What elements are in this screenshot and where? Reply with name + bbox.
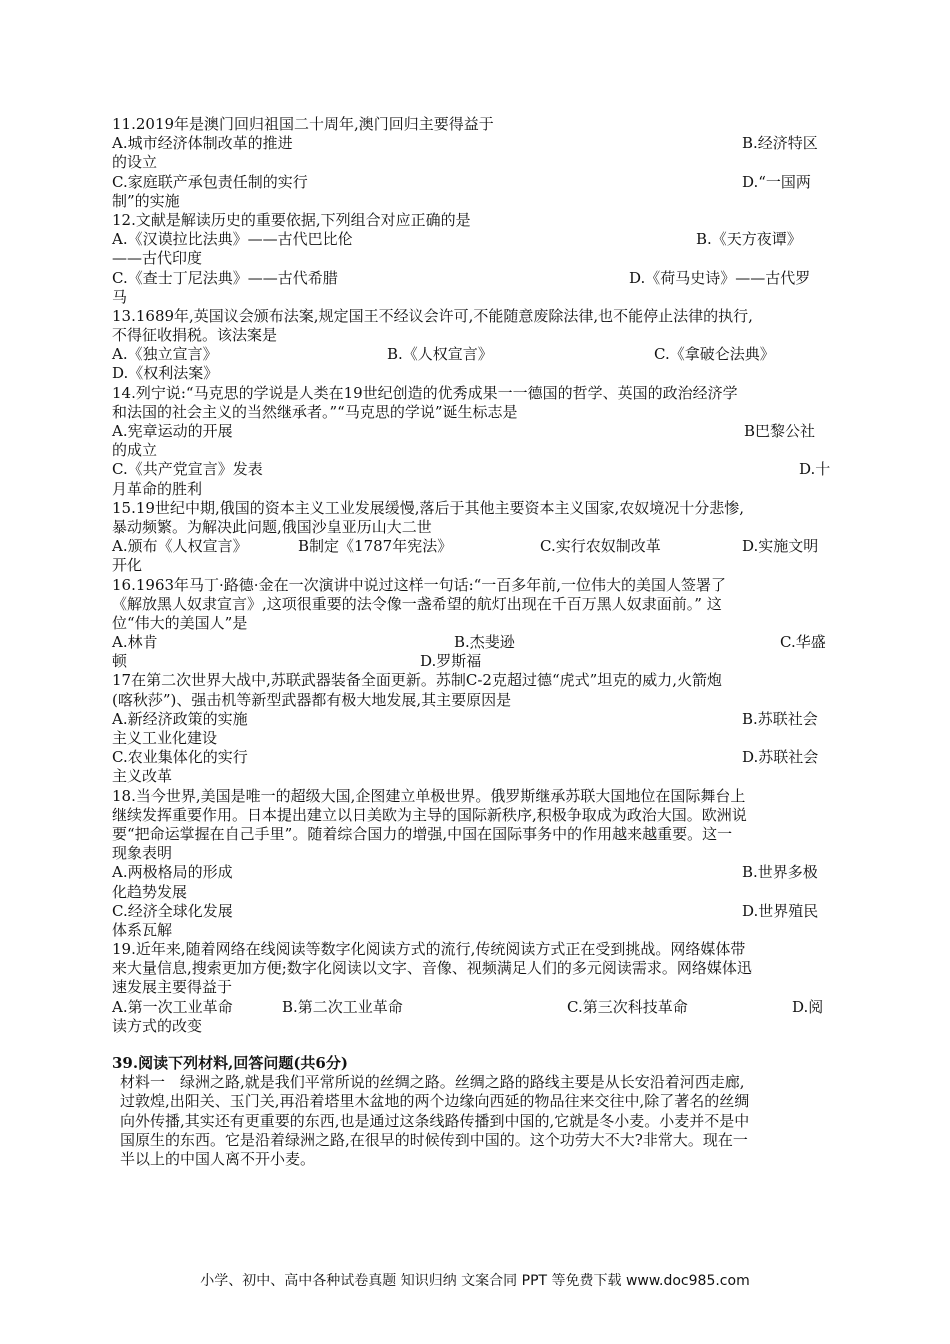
option-text: B.《人权宣言》 — [387, 345, 493, 364]
options-row — [112, 269, 832, 288]
options-row — [112, 748, 832, 767]
question-text-line: ——古代印度 — [112, 249, 203, 268]
options-row — [112, 173, 832, 192]
question-text-line: 来大量信息,搜索更加方便;数字化阅读以文字、音像、视频满足人们的多元阅读需求。网络媒体迅 — [112, 959, 752, 978]
options-row — [112, 710, 832, 729]
option-text: A.《汉谟拉比法典》——古代巴比伦 — [112, 230, 353, 249]
question-text-line: (喀秋莎”)、强击机等新型武器都有极大地发展,其主要原因是 — [112, 690, 512, 709]
option-text: C.华盛 — [780, 633, 826, 652]
question-text-line: 马 — [112, 287, 128, 306]
option-text: A.第一次工业革命 — [112, 997, 233, 1016]
option-text: A.林肯 — [112, 633, 158, 652]
question-14 — [112, 384, 832, 499]
option-text: D.罗斯福 — [420, 652, 482, 671]
question-text-line: 不得征收捐税。该法案是 — [112, 326, 278, 345]
options-row — [112, 998, 832, 1017]
options-row — [112, 537, 832, 556]
question-text-line: 开化 — [112, 556, 143, 575]
options-row — [112, 863, 832, 882]
question-text-line: 暴动频繁。为解决此问题,俄国沙皇亚历山大二世 — [112, 517, 432, 536]
option-text: B制定《1787年宪法》 — [298, 537, 453, 556]
option-text: C.农业集体化的实行 — [112, 748, 248, 767]
options-row — [112, 902, 832, 921]
option-text: B巴黎公社 — [744, 422, 816, 440]
question-text-line: 16.1963年马丁·路德·金在一次演讲中说过这样一句话:“一百多年前,一位伟大的美国人签署了 — [112, 575, 727, 594]
question-text-line: 位“伟大的美国人”是 — [112, 613, 248, 632]
option-text: B.第二次工业革命 — [282, 997, 403, 1016]
question-39 — [112, 1054, 832, 1169]
option-text: C.实行农奴制改革 — [540, 537, 661, 556]
option-text: B.苏联社会 — [742, 709, 818, 728]
option-text: A.颁布《人权宣言》 — [112, 537, 248, 556]
question-list — [112, 115, 832, 1036]
option-text: A.城市经济体制改革的推进 — [112, 134, 293, 153]
question-text-line: D.《权利法案》 — [112, 364, 219, 383]
option-text: A.两极格局的形成 — [112, 863, 233, 882]
options-row — [112, 134, 832, 153]
option-text: A.《独立宣言》 — [112, 345, 218, 364]
option-text: B.世界多极 — [742, 863, 818, 882]
options-row — [112, 652, 832, 671]
option-text: A.宪章运动的开展 — [112, 422, 233, 440]
option-text: C.家庭联产承包责任制的实行 — [112, 172, 308, 191]
question-text-line: 18.当今世界,美国是唯一的超级大国,企图建立单极世界。俄罗斯继承苏联大国地位在国际舞台上 — [112, 786, 746, 805]
option-text: D.苏联社会 — [742, 748, 819, 767]
question-16 — [112, 576, 832, 672]
option-text: B.《天方夜谭》 — [696, 230, 802, 249]
question-text-line: 19.近年来,随着网络在线阅读等数字化阅读方式的流行,传统阅读方式正在受到挑战。网络媒体带 — [112, 940, 746, 959]
option-text: D.阅 — [792, 997, 824, 1016]
option-text: D.实施文明 — [742, 537, 819, 556]
question-17 — [112, 671, 832, 786]
option-text: C.经济全球化发展 — [112, 901, 233, 920]
question-13 — [112, 307, 832, 384]
option-text: B.杰斐逊 — [454, 633, 515, 652]
question-text-line: 13.1689年,英国议会颁布法案,规定国王不经议会许可,不能随意废除法律,也不能停止法律的执行, — [112, 306, 753, 325]
question-text-line: 要“把命运掌握在自己手里”。随着综合国力的增强,中国在国际事务中的作用越来越重要。这一 — [112, 824, 733, 843]
material-line: 国原生的东西。它是沿着绿洲之路,在很早的时候传到中国的。这个功劳大不大?非常大。现在一 — [120, 1130, 748, 1149]
option-text: D.世界殖民 — [742, 901, 819, 920]
question-text-line: 化趋势发展 — [112, 882, 188, 901]
options-row — [112, 345, 832, 364]
question-18 — [112, 787, 832, 941]
question-text-line: 读方式的改变 — [112, 1016, 203, 1035]
option-text: C.《共产党宣言》发表 — [112, 460, 263, 479]
question-text-line: 《解放黑人奴隶宣言》,这项很重要的法令像一盏希望的航灯出现在千百万黑人奴隶面前。” 这 — [112, 594, 722, 613]
options-row — [112, 230, 832, 249]
question-12 — [112, 211, 832, 307]
option-text: C.《查士丁尼法典》——古代希腊 — [112, 268, 338, 287]
option-text: C.第三次科技革命 — [567, 997, 688, 1016]
question-text-line: 12.文献是解读历史的重要依据,下列组合对应正确的是 — [112, 210, 471, 229]
options-row — [112, 460, 832, 479]
option-text: D.“一国两 — [742, 172, 811, 191]
question-text-line: 月革命的胜利 — [112, 479, 203, 498]
material-line: 过敦煌,出阳关、玉门关,再沿着塔里木盆地的两个边缘向西延的物品往来交往中,除了著名的丝绸 — [120, 1092, 750, 1111]
question-text-line: 17在第二次世界大战中,苏联武器装备全面更新。苏制C-2克超过德“虎式”坦克的威力,火箭炮 — [112, 671, 723, 690]
question-text-line: 主义改革 — [112, 767, 173, 786]
question-19 — [112, 940, 832, 1036]
question-11 — [112, 115, 832, 211]
option-text: B.经济特区 — [742, 134, 818, 153]
material-line: 材料一 绿洲之路,就是我们平常所说的丝绸之路。丝绸之路的路线主要是从长安沿着河西走廊, — [120, 1073, 745, 1092]
question-text-line: 制”的实施 — [112, 191, 180, 210]
question-text-line: 主义工业化建设 — [112, 729, 218, 747]
question-text-line: 和法国的社会主义的当然继承者。”“马克思的学说”诞生标志是 — [112, 402, 518, 421]
question-text-line: 11.2019年是澳门回归祖国二十周年,澳门回归主要得益于 — [112, 115, 494, 133]
question-text-line: 继续发挥重要作用。日本提出建立以日美欧为主导的国际新秩序,积极争取成为政治大国。欧洲说 — [112, 805, 747, 824]
options-row — [112, 633, 832, 652]
question-text-line: 15.19世纪中期,俄国的资本主义工业发展缓慢,落后于其他主要资本主义国家,农奴境况十分悲惨, — [112, 498, 745, 517]
exam-page — [112, 115, 832, 1169]
page-footer: 小学、初中、高中各种试卷真题 知识归纳 文案合同 PPT 等免费下载 www.doc985.com — [200, 1273, 750, 1289]
question-text-line: 现象表明 — [112, 844, 173, 863]
question-text-line: 14.列宁说:“马克思的学说是人类在19世纪创造的优秀成果一一德国的哲学、英国的政治经济学 — [112, 383, 738, 402]
question-text-line: 体系瓦解 — [112, 920, 173, 939]
question-text-line: 的设立 — [112, 153, 158, 172]
option-text: D.《荷马史诗》——古代罗 — [629, 268, 811, 287]
options-row — [112, 422, 832, 441]
question-15 — [112, 499, 832, 576]
material-line: 向外传播,其实还有更重要的东西,也是通过这条线路传播到中国的,它就是冬小麦。小麦并不是中 — [120, 1111, 750, 1130]
material-one — [112, 1073, 832, 1169]
option-text: C.《拿破仑法典》 — [654, 345, 775, 364]
question-39-title: 39.阅读下列材料,回答问题(共6分) — [112, 1054, 348, 1072]
material-line: 半以上的中国人离不开小麦。 — [120, 1149, 316, 1168]
option-text: A.新经济政策的实施 — [112, 709, 248, 728]
option-text: 顿 — [112, 652, 128, 671]
question-text-line: 速发展主要得益于 — [112, 978, 233, 997]
option-text: D.十 — [799, 460, 831, 479]
question-text-line: 的成立 — [112, 441, 158, 460]
